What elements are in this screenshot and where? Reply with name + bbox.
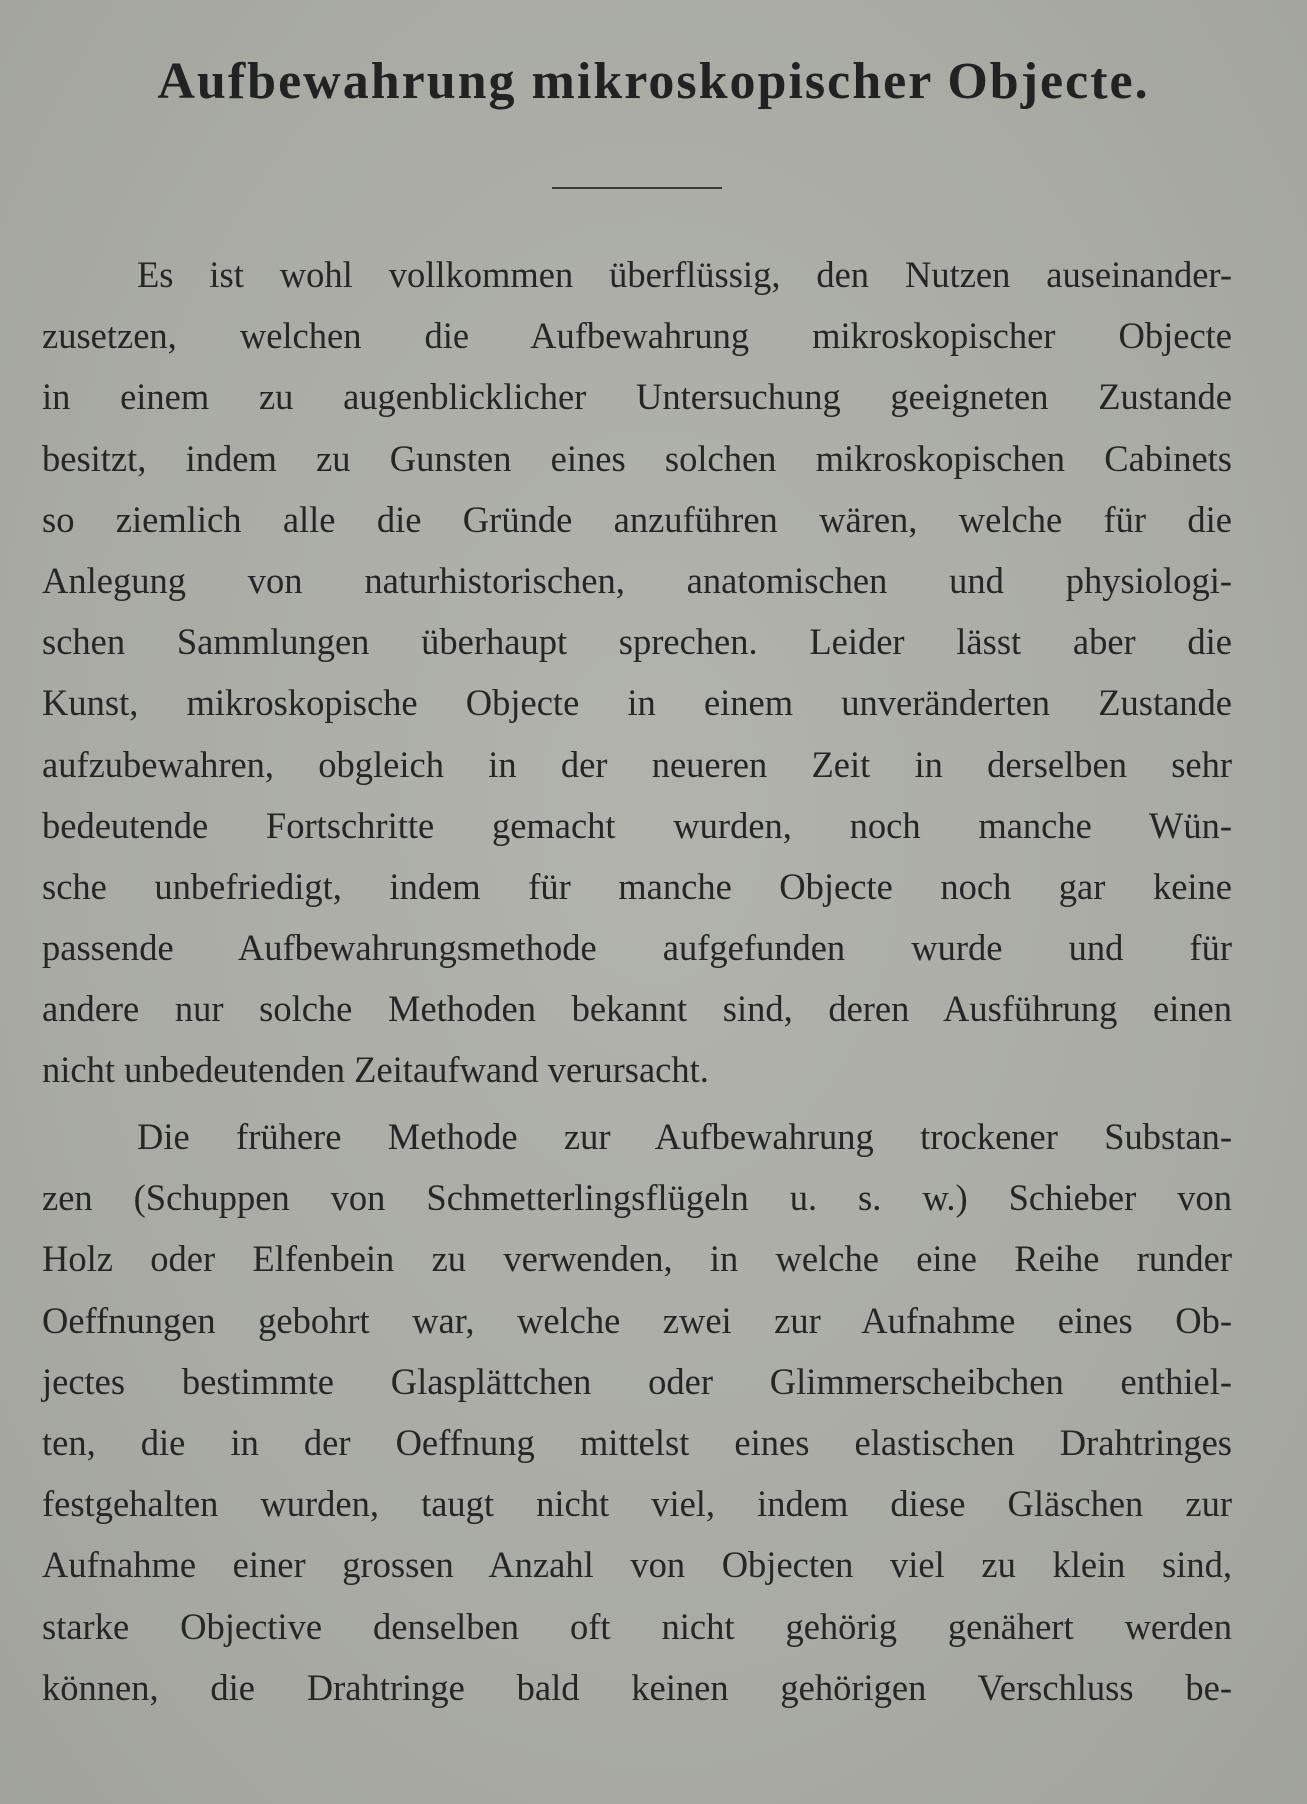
- text-line: zusetzen, welchen die Aufbewahrung mikroskopischer Objecte: [42, 315, 1232, 357]
- paragraph-2: [42, 1106, 1232, 1718]
- title-divider: [552, 187, 722, 189]
- text-line: jectes bestimmte Glasplättchen oder Glimmerscheibchen enthiel-: [42, 1360, 1232, 1402]
- text-line: schen Sammlungen überhaupt sprechen. Leider lässt aber die: [42, 621, 1232, 663]
- text-line: zen (Schuppen von Schmetterlingsflügeln u. s. w.) Schieber von: [42, 1177, 1232, 1219]
- text-line: Oeffnungen gebohrt war, welche zwei zur Aufnahme eines Ob-: [42, 1299, 1232, 1341]
- text-line: ten, die in der Oeffnung mittelst eines elastischen Drahtringes: [42, 1421, 1232, 1463]
- text-line: können, die Drahtringe bald keinen gehörigen Verschluss be-: [42, 1666, 1232, 1708]
- text-line: festgehalten wurden, taugt nicht viel, indem diese Gläschen zur: [42, 1483, 1232, 1525]
- text-line: passende Aufbewahrungsmethode aufgefunden wurde und für: [42, 927, 1232, 969]
- text-line: Kunst, mikroskopische Objecte in einem unveränderten Zustande: [42, 682, 1232, 724]
- text-line: in einem zu augenblicklicher Untersuchung geeigneten Zustande: [42, 376, 1232, 418]
- text-line: so ziemlich alle die Gründe anzuführen wären, welche für die: [42, 498, 1232, 540]
- text-line: Es ist wohl vollkommen überflüssig, den Nutzen auseinander-: [137, 254, 1232, 295]
- text-line: bedeutende Fortschritte gemacht wurden, noch manche Wün-: [42, 804, 1232, 846]
- text-line: andere nur solche Methoden bekannt sind, deren Ausführung einen: [42, 988, 1232, 1030]
- text-line: besitzt, indem zu Gunsten eines solchen mikroskopischen Cabinets: [42, 437, 1232, 479]
- text-line: aufzubewahren, obgleich in der neueren Zeit in derselben sehr: [42, 743, 1232, 785]
- text-line: Anlegung von naturhistorischen, anatomischen und physiologi-: [42, 559, 1232, 601]
- text-line: Aufnahme einer grossen Anzahl von Objecten viel zu klein sind,: [42, 1544, 1232, 1586]
- paragraph-1: [42, 244, 1232, 1101]
- text-line: Die frühere Methode zur Aufbewahrung trockener Substan-: [137, 1116, 1232, 1157]
- text-line: Holz oder Elfenbein zu verwenden, in welche eine Reihe runder: [42, 1238, 1232, 1280]
- text-line: nicht unbedeutenden Zeitaufwand verursacht.: [42, 1049, 709, 1091]
- text-line: starke Objective denselben oft nicht gehörig genähert werden: [42, 1605, 1232, 1647]
- text-line: sche unbefriedigt, indem für manche Objecte noch gar keine: [42, 865, 1232, 907]
- page-title: Aufbewahrung mikroskopischer Objecte.: [157, 53, 1150, 110]
